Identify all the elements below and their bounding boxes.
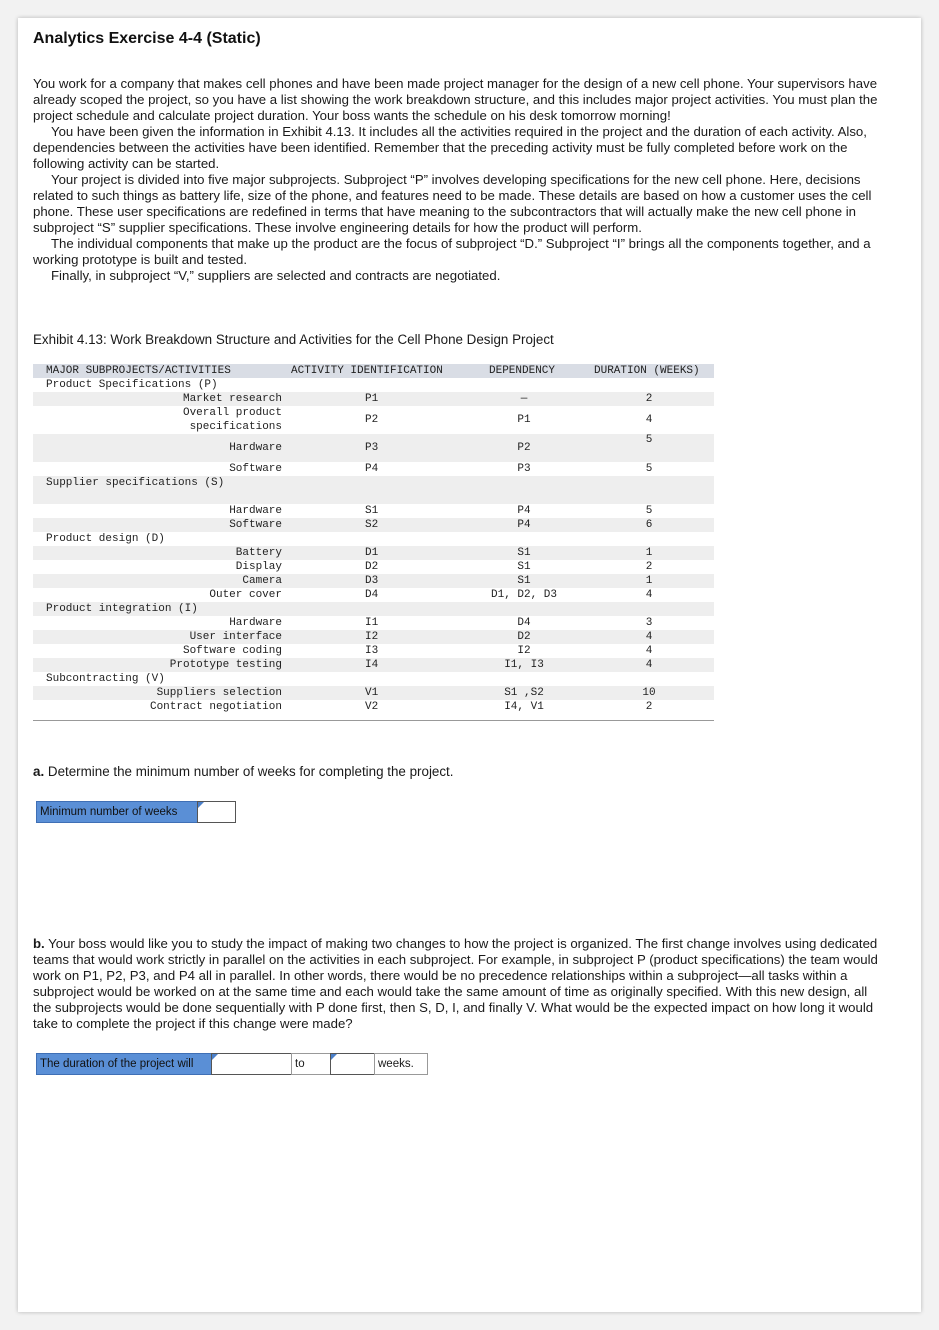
activity-name: Overall product	[182, 407, 282, 419]
table-row: Market research P1 — 2	[33, 392, 714, 406]
group-row	[33, 672, 714, 686]
table-row: Hardware S1 P4 5	[229, 505, 653, 517]
question-a	[33, 764, 454, 779]
activity-name: Market research	[182, 393, 282, 405]
table-row: Outer cover D4 D1, D2, D3 4	[209, 589, 653, 601]
table-row: Display D2 S1 2	[235, 561, 653, 573]
minimum-weeks-input[interactable]	[197, 801, 236, 823]
group-row	[33, 476, 714, 504]
question-a-label: a.	[33, 764, 45, 779]
activity-name: Software	[229, 463, 282, 475]
duration-label: The duration of the project will	[36, 1053, 212, 1075]
activity-name: Suppliers selection	[156, 687, 282, 699]
intro-text	[33, 76, 883, 284]
minimum-weeks-label: Minimum number of weeks	[36, 801, 198, 823]
input-marker-icon	[198, 802, 204, 808]
intro-paragraph: You have been given the information in Exhibit 4.13. It includes all the activities required in the project and the duration of each activity. Also, dependencies between the activities have been identified. Remember that the preceding activity must be fully completed before work on the following activity can be started.	[33, 124, 867, 171]
table-row: Hardware I1 D4 3	[229, 617, 653, 629]
intro-paragraph: Your project is divided into five major subprojects. Subproject “P” involves developing specifications for the new cell phone. Here, decisions related to such things as battery life, size of the phone, and features need to be made. These details are based on how a customer uses the cell phone. These user specifications are redefined in terms that have meaning to the subcontractors that will actually make the new cell phone in subproject “S” supplier specifications. These involve engineering details for how the product will perform.	[33, 172, 872, 235]
page-title: Analytics Exercise 4-4 (Static)	[33, 30, 261, 47]
column-header: DEPENDENCY	[489, 365, 556, 377]
wbs-table	[33, 364, 714, 721]
duration-weeks-input[interactable]	[330, 1053, 375, 1075]
activity-name: Hardware	[229, 505, 282, 517]
activity-id: V2	[365, 701, 379, 713]
page	[18, 18, 921, 1312]
group-row	[33, 532, 714, 546]
activity-id: D2	[365, 561, 379, 573]
group-label: Product integration (I)	[46, 603, 198, 615]
question-b-text: Your boss would like you to study the impact of making two changes to how the project is organized. The first change involves using dedicated teams that would work strictly in parallel on the activities in each subproject. For example, in subproject P (product specifications) the team would work on P1, P2, P3, and P4 all in parallel. In other words, there would be no precedence relationships within a subproject—all tasks within a subproject would be worked on at the same time and each would take the same amount of time as originally specified. With this new design, all the subprojects would be done sequentially with P done first, then S, D, I, and finally V. What would be the expected impact on how long it would take to complete the project if this change were made?	[33, 936, 878, 1031]
duration-change-select[interactable]	[211, 1053, 292, 1075]
table-row: Battery D1 S1 1	[33, 546, 714, 560]
table-row: Suppliers selection V1 S1 ,S2 10	[33, 686, 714, 700]
activity-name: Hardware	[229, 617, 282, 629]
activity-name: Camera	[242, 575, 282, 587]
activity-name: Software coding	[182, 645, 282, 657]
group-label: Product design (D)	[46, 533, 165, 545]
activity-name: Contract negotiation	[149, 701, 282, 713]
input-marker-icon	[331, 1054, 337, 1060]
question-a-text: Determine the minimum number of weeks for completing the project.	[44, 764, 454, 779]
activity-id: D3	[365, 575, 379, 587]
activity-name: Prototype testing	[169, 659, 282, 671]
exhibit-caption: Exhibit 4.13: Work Breakdown Structure and Activities for the Cell Phone Design Project	[33, 332, 554, 347]
activity-id: P2	[365, 414, 379, 426]
activity-name: User interface	[189, 631, 282, 643]
activity-id: I1	[365, 617, 379, 629]
table-row: Overall product specifications P2 P1 4	[182, 407, 653, 433]
group-label: Subcontracting (V)	[46, 673, 165, 685]
activity-id: P1	[365, 393, 379, 405]
to-label: to	[291, 1053, 331, 1075]
activity-id: D4	[365, 589, 379, 601]
table-row: Software S2 P4 6	[33, 518, 714, 532]
column-header: DURATION (WEEKS)	[594, 365, 700, 377]
table-row: Camera D3 S1 1	[33, 574, 714, 588]
activity-id: V1	[365, 687, 379, 699]
activity-name: Software	[229, 519, 282, 531]
group-row	[33, 602, 714, 616]
table-header-row	[33, 364, 714, 378]
activity-id: I3	[365, 645, 379, 657]
activity-id: P4	[365, 463, 379, 475]
table-row: Software P4 P3 5	[229, 463, 653, 475]
weeks-label: weeks.	[374, 1053, 428, 1075]
activity-name: specifications	[189, 421, 282, 433]
question-b-label: b.	[33, 936, 45, 951]
activity-name: Display	[235, 561, 282, 573]
activity-id: P3	[365, 442, 379, 454]
table-row: Hardware P3 P2 5	[33, 434, 714, 462]
activity-id: I2	[365, 631, 379, 643]
intro-paragraph: Finally, in subproject “V,” suppliers are selected and contracts are negotiated.	[51, 268, 501, 283]
group-row	[33, 378, 714, 392]
activity-id: S2	[365, 519, 379, 531]
table-row: User interface I2 D2 4	[33, 630, 714, 644]
activity-name: Battery	[235, 547, 282, 559]
table-row: Contract negotiation V2 I4, V1 2	[149, 701, 653, 713]
question-b	[33, 936, 883, 1032]
activity-id: S1	[365, 505, 379, 517]
group-label: Product Specifications (P)	[46, 379, 218, 391]
activity-id: I4	[365, 659, 379, 671]
activity-name: Outer cover	[209, 589, 282, 601]
intro-paragraph: You work for a company that makes cell phones and have been made project manager for the design of a new cell phone. Your supervisors have already scoped the project, so you have a list showing the work breakdown structure, and this includes major project activities. You must plan the project schedule and calculate project duration. Your boss wants the schedule on his desk tomorrow morning!	[33, 76, 878, 123]
activity-id: D1	[365, 547, 379, 559]
intro-paragraph: The individual components that make up the product are the focus of subproject “D.” Subproject “I” brings all the components together, and a working prototype is built and tested.	[33, 236, 871, 267]
table-row: Prototype testing I4 I1, I3 4	[33, 658, 714, 672]
column-header: MAJOR SUBPROJECTS/ACTIVITIES	[46, 365, 231, 377]
input-marker-icon	[212, 1054, 218, 1060]
group-label: Supplier specifications (S)	[46, 477, 225, 489]
activity-name: Hardware	[229, 442, 282, 454]
table-row: Software coding I3 I2 4	[182, 645, 653, 657]
table-bottom-rule	[33, 720, 714, 721]
column-header: ACTIVITY IDENTIFICATION	[291, 365, 443, 377]
